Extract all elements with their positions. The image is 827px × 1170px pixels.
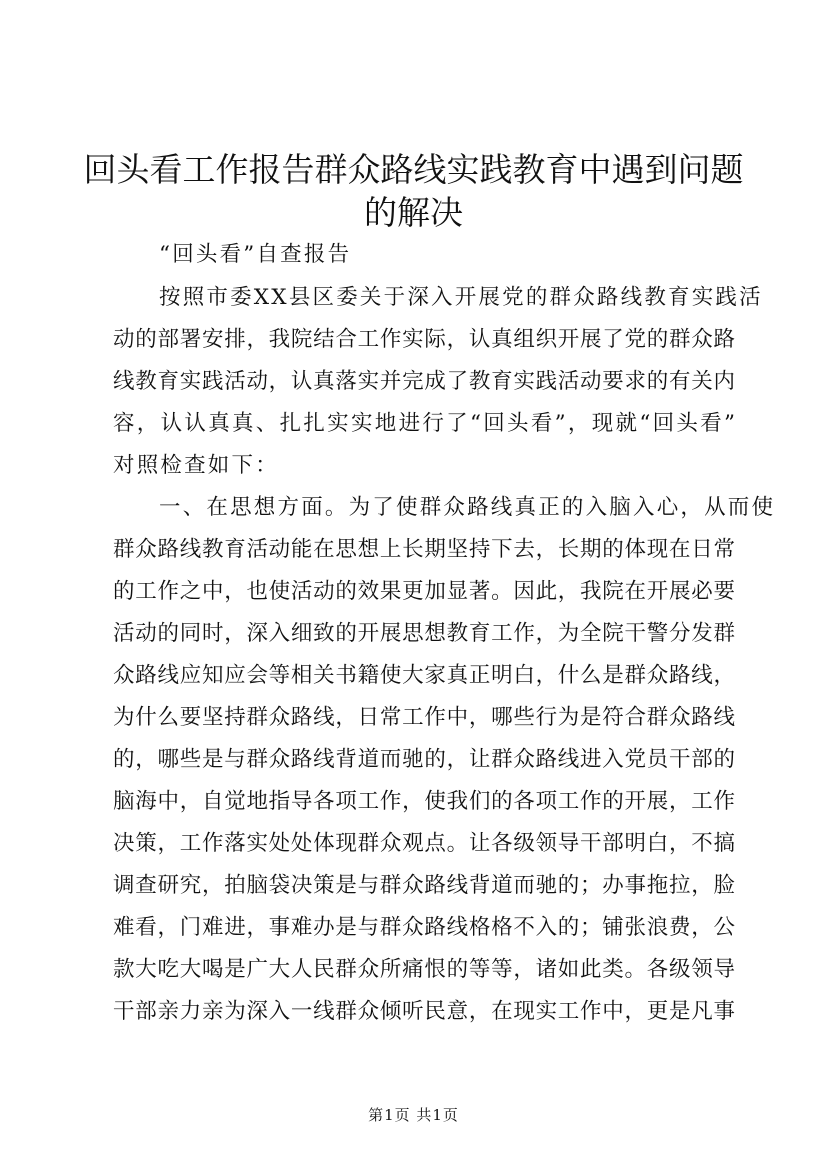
- body-line: 一、在思想方面。为了使群众路线真正的入脑入心，从而使: [159, 495, 776, 520]
- body-line: 动的部署安排，我院结合工作实际，认真组织开展了党的群众路: [113, 327, 735, 352]
- body-line: 群众路线教育活动能在思想上长期坚持下去，长期的体现在日常: [113, 537, 735, 562]
- body-line: 干部亲力亲为深入一线群众倾听民意，在现实工作中，更是凡事: [113, 999, 735, 1024]
- body-line: 对照检查如下：: [113, 453, 279, 478]
- body-line: 决策，工作落实处处体现群众观点。让各级领导干部明白，不搞: [113, 831, 735, 856]
- body-line: 的工作之中，也使活动的效果更加显著。因此，我院在开展必要: [113, 579, 735, 604]
- document-title-line-2: 的解决: [364, 193, 463, 232]
- body-line: 众路线应知应会等相关书籍使大家真正明白，什么是群众路线，: [113, 663, 735, 688]
- body-line: 的，哪些是与群众路线背道而驰的，让群众路线进入党员干部的: [113, 747, 735, 772]
- body-line: 按照市委XX县区委关于深入开展党的群众路线教育实践活: [159, 285, 763, 310]
- body-line: 为什么要坚持群众路线，日常工作中，哪些行为是符合群众路线: [113, 705, 735, 730]
- body-line: 线教育实践活动，认真落实并完成了教育实践活动要求的有关内: [113, 369, 735, 394]
- page-number-footer: 第1页 共1页: [368, 1106, 459, 1124]
- report-subtitle: “回头看”自查报告: [159, 242, 352, 267]
- body-line: 款大吃大喝是广大人民群众所痛恨的等等，诸如此类。各级领导: [113, 957, 735, 982]
- body-line: 容，认认真真、扎扎实实地进行了“回头看”，现就“回头看”: [113, 411, 735, 436]
- body-line: 活动的同时，深入细致的开展思想教育工作，为全院干警分发群: [113, 621, 735, 646]
- body-line: 调查研究，拍脑袋决策是与群众路线背道而驰的；办事拖拉，脸: [113, 873, 735, 898]
- body-line: 难看，门难进，事难办是与群众路线格格不入的；铺张浪费，公: [113, 915, 735, 940]
- document-title-line-1: 回头看工作报告群众路线实践教育中遇到问题: [83, 150, 744, 189]
- body-line: 脑海中，自觉地指导各项工作，使我们的各项工作的开展，工作: [113, 789, 735, 814]
